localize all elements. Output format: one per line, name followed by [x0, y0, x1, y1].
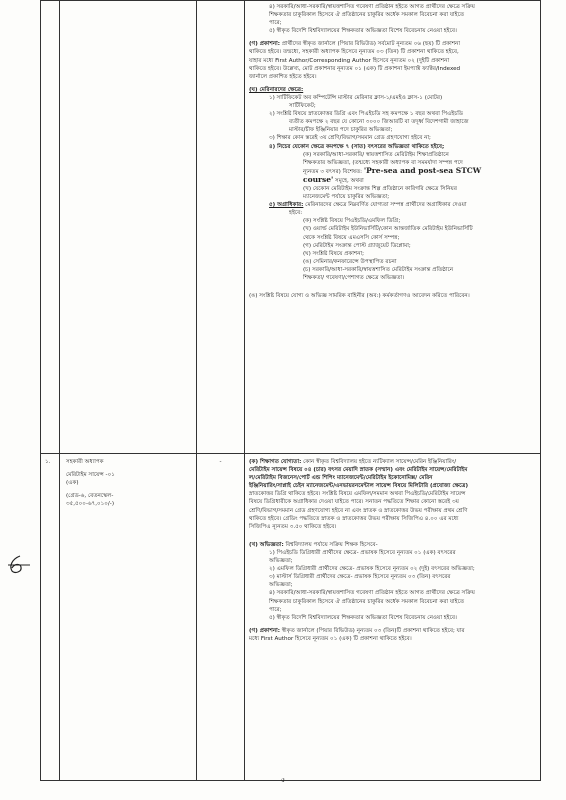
text-line: ৪) নিচের যেকোন ক্ষেত্রে কমপক্ষে ৭ (সাত) বৎসরের অভিজ্ঞতা থাকিতে হইবে; [269, 143, 445, 150]
count-cell [197, 1, 245, 454]
serial-cell [41, 454, 60, 781]
text-line: শিক্ষকতার চাকুরিকাল হিসেবে ঐ প্রতিষ্ঠানের চাকুরির অর্ধেক সমকাল বিবেচনা করা যাইতে [269, 12, 465, 19]
text-line: ম্যানেজমেন্ট পর্যায়ে চাকুরির অভিজ্ঞতা; [303, 194, 390, 201]
grade-text: (গ্রেড-৬, বেতনস্কেল- [66, 493, 114, 500]
text-line: সার্টিফিকেট; [289, 103, 316, 110]
text-line: প্রার্থীদের স্বীকৃত জার্নালে (পিয়ার রিভিউড) সর্বমোট নূন্যতম ০৬ (ছয়) টি প্রকাশনা [281, 41, 460, 48]
table-row [41, 1, 541, 454]
text-line: মধ্যে First Author হিসেবে নূন্যতম ০১ (এক) টি প্রকাশনা থাকিতে হইবে। [249, 635, 412, 642]
serial-cell [41, 1, 60, 454]
post-cell [60, 1, 197, 454]
text-line: জার্নালে প্রকাশিত হইতে হইবে। [249, 73, 317, 80]
text-line: (চ) সরকারি/আধা-সরকারি/স্বায়ত্তশাসিত মেরিটাইম সংক্রান্ত প্রতিষ্ঠানে [303, 266, 454, 273]
requirements-cell [245, 454, 541, 781]
text-line: অভিজ্ঞতা; [269, 558, 293, 565]
text-line: ল/মেরিটাইম বিজনেস/পোর্ট এন্ড শিপিং ম্যানেজমেন্ট/মেরিটাইম ইকোনোমিক্স/ মেরিন [249, 475, 433, 482]
text-line: ন্যূনতম ৩ বৎসর) বিশেষত: [303, 168, 363, 175]
job-requirements-table [40, 0, 541, 781]
grade-text: ৩৫,৫০০-৬৭,০১০/-) [66, 501, 115, 508]
text-line: ১) সার্টিফিকেট অব কম্পিটেন্সি মাস্টার মেরিনার ক্লাস-১/এমইও ক্লাস-১ (মোটর) [269, 94, 443, 101]
text-line: (ঙ) সংশ্লিষ্ট বিষয়ে যোগ্য ও অভিজ্ঞ সামরিক বাহিনীর (অব:) কর্মকর্তাগণও আবেদন করিতে পারিবেন। [249, 293, 470, 300]
text-line: (ক) সংশ্লিষ্ট বিষয়ে পিএইচডি/এমফিল ডিগ্রি; [303, 218, 401, 225]
text-line: ৪) সরকারি/আধা-সরকারি/স্বায়ত্তশাসিত গবেষণা প্রতিষ্ঠান হইতে আগত প্রার্থীদের ক্ষেত্রে সক্রিয় [269, 4, 475, 10]
text-line: বিশ্ববিদ্যালয় পর্যায়ে সক্রিয় শিক্ষক হিসেবে- [285, 541, 378, 548]
department-name: মেরিটাইম সায়েন্স -০১ [66, 472, 115, 479]
publication-label: (গ) প্রকাশনা: [249, 41, 280, 48]
stcw-course-text: 'Pre-sea and post-sea STCW [363, 165, 482, 175]
text-line: থাকিতে হইবে। তন্মধ্যে, সহকারী অধ্যাপক হিসেবে নূন্যতম ০৩ (তিন) টি প্রকাশনা থাকিতে হইবে, [249, 49, 459, 56]
text-line: শিক্ষকতার অভিজ্ঞতা, (তন্মধ্যে সহকারী অধ্যাপক বা সমমর্যাদা সম্পন্ন পদে [303, 159, 463, 166]
text-line: ১) পিএইচডি ডিগ্রিধারী প্রার্থীদের ক্ষেত্রে- প্রভাষক হিসেবে নূন্যতম ০১ (এক) বৎসরের [269, 549, 456, 556]
text-line: সমূহে, অথবা [333, 177, 364, 184]
text-line: থাকিতে হইবে। উল্লেখ্য, মোট প্রকাশনার নূন্যতম ০১ (এক) টি প্রকাশনা ইমপ্যাক্ট ফ্যাক্টর/Indexed [249, 65, 461, 72]
text-line: (খ) ওয়ার্ল্ড মেরিটাইম ইউনিভার্সিটি/কোন আন্তর্জাতিক মেরিটাইম ইউনিভার্সিটি [303, 226, 473, 233]
stcw-course-text: course' [303, 174, 334, 184]
text-line: ইঞ্জিনিয়ারিং/সাপ্লাই চেইন ম্যানেজমেন্ট/এনভায়রনমেন্টাল সায়েন্স বিষয়ে মিলিটারি (প্রযোজ্য ক্ষেত্রে) [249, 483, 469, 490]
text-line: পারে; [269, 20, 282, 27]
text-line: স্বীকৃত জার্নালে (পিয়ার রিভিউড) নূন্যতম ০৩ (তিন)টি প্রকাশনা থাকিতে হইবে; যার [281, 627, 465, 634]
count-cell [197, 454, 245, 781]
text-line: শিক্ষকতার চাকুরিকাল হিসেবে ঐ প্রতিষ্ঠানের চাকুরির অর্ধেক সমকাল বিবেচনা করা যাইতে [269, 598, 465, 605]
publication-label: (গ) প্রকাশনা: [249, 627, 280, 634]
text-line: ৫) স্বীকৃত বিদেশি বিশ্ববিদ্যালয়ের শিক্ষকতার অভিজ্ঞতা বিশেষ বিবেচনায় নেওয়া হইবে। [269, 28, 457, 35]
experience-label: (খ) অভিজ্ঞতা: [249, 541, 284, 548]
text-line: থেকে সংশ্লিষ্ট বিষয়ে এমএসসি কোর্স সম্পন্ন; [303, 234, 400, 241]
serial-number: ১. [45, 459, 51, 465]
qualification-label: (ক) শিক্ষাগত যোগ্যতা: [249, 459, 302, 465]
text-line: ৩) শিক্ষার কোন স্তরেই ৩য় শ্রেণি/বিভাগ/সমমান গ্রেড গ্রহণযোগ্য হইবে না; [269, 135, 431, 142]
handwritten-mark [6, 553, 32, 575]
post-title: সহকারী অধ্যাপক [66, 459, 104, 465]
text-line: মাস্টার/চীফ ইঞ্জিনিয়ার পদে চাকুরির অভিজ্ঞতা; [289, 127, 393, 134]
dash-mark: - [219, 459, 222, 465]
text-line: অভিজ্ঞতা; [269, 582, 293, 589]
requirements-cell [245, 1, 541, 454]
text-line: সিজিপিএ ন্যূনতম ৩.৫০ থাকিতে হইবে। [249, 523, 337, 530]
text-line: (গ) মেরিটাইম সংক্রান্ত পোস্ট গ্র্যাজুয়েট ডিপ্লোমা; [303, 242, 411, 249]
text-line: হইবে: [289, 210, 303, 217]
text-line: শ্রেণি/বিভাগ/সমমান গ্রেড গ্রহণযোগ্য হইবে না এবং স্নাতক ও স্নাতকোত্তর উভয় পরীক্ষায় প্রথম শ্রেণি [249, 507, 468, 514]
text-line: শিক্ষকতা/ গবেষণা/পেশাগত ক্ষেত্রে অভিজ্ঞতা। [303, 275, 405, 281]
post-cell [60, 454, 197, 781]
text-line: ৫) স্বীকৃত বিদেশি বিশ্ববিদ্যালয়ের শিক্ষকতার অভিজ্ঞতা বিশেষ বিবেচনায় নেওয়া হইবে। [269, 614, 457, 621]
text-line: পারে; [269, 606, 282, 613]
page-number: ৫ [280, 776, 286, 784]
text-line: কোন স্বীকৃত বিশ্ববিদ্যালয় হইতে ন্যটিক্যাল সায়েন্স/মেরিন ইঞ্জিনিয়ারিং/ [303, 459, 457, 465]
text-line: (ঘ) সংশ্লিষ্ট বিষয়ে প্রকাশনা; [303, 250, 365, 257]
text-line: ২) এমফিল ডিগ্রিধারী প্রার্থীদের ক্ষেত্রে- প্রভাষক হিসেবে নূন্যতম ০২ (দুই) বৎসরের অভিজ্ঞতা; [269, 566, 475, 573]
text-line: যাহার মধ্যে First Author/Corresponding Author হিসেবে নূন্যতম ০২ (দুইটি প্রকাশনা [249, 57, 450, 64]
text-line: (ঙ) সেমিনার/কনফারেন্সে উপস্থাপিত রচনা [303, 258, 397, 265]
text-line: ৪) সরকারি/আধা-সরকারি/স্বায়ত্তশাসিত গবেষণা প্রতিষ্ঠান হইতে আগত প্রার্থীদের ক্ষেত্রে সক্রিয় [269, 590, 475, 597]
section-heading-mariners: (ঘ) মেরিনারদের ক্ষেত্রে: [249, 86, 304, 93]
text-line: ২) সংশ্লিষ্ট বিষয়ে স্নাতকোত্তর ডিগ্রি এবং পিএইচডি সহ কমপক্ষে ১ বছর অথবা পিএইচডি [269, 111, 463, 118]
text-line: স্নাতকোত্তর ডিগ্রি থাকিতে হইবে। সংশ্লিষ্ট বিষয়ে এমফিল/সমমান অথবা পিএইচডি/মেরিটাইম সায়েন্স [249, 491, 466, 498]
text-line: মেরিনারদের ক্ষেত্রে নিম্নবর্ণিত যোগ্যতা সম্পন্ন প্রার্থীদের অগ্রাধিকার দেওয়া [305, 202, 467, 209]
text-line: থাকিতে হইবে। গ্রেডিং পদ্ধতিতে স্নাতক ও স্নাতকোত্তর উভয় পরীক্ষায় সিজিপিএ ৪.০০ এর মধ্যে [249, 515, 459, 522]
table-row [41, 454, 541, 781]
text-line: বিষয়ে ডিগ্রিধারীকে অগ্রাধিকার দেওয়া যাইতে পারে। সনাতন পদ্ধতিতে শিক্ষার কোনো স্তরেই ৩য় [249, 499, 459, 506]
text-line: ব্যতীত কমপক্ষে ২ বছর যে কোনো ৩০০০ জিআরটি বা তদূর্ধ্ব বিদেশগামী জাহাজে [289, 119, 469, 126]
text-line: (ক) সরকারি/আধা-সরকারি/ স্বায়ত্তশাসিত মেরিটাইম শিক্ষাপ্রতিষ্ঠানে [303, 151, 449, 158]
priority-label: ৫) অগ্রাধিকার: [269, 202, 304, 209]
text-line: মেরিটাইম সায়েন্স বিষয়ে ০৪ (চার) বৎসর মেয়াদি স্নাতক (সম্মান) এবং মেরিটাইম সায়েন্স/মেরিটাইম [249, 467, 468, 474]
text-line: ৩) মাস্টার্স ডিগ্রিধারী প্রার্থীদের ক্ষেত্রে- প্রভাষক হিসেবে নূন্যতম ০৩ (তিন) বৎসরের [269, 574, 451, 581]
text-line: (খ) যেকোন মেরিটাইম সংক্রান্ত শিল্প প্রতিষ্ঠানে কারিগরি ক্ষেত্রে সিনিয়র [303, 185, 457, 192]
post-count: (এক) [66, 480, 79, 487]
